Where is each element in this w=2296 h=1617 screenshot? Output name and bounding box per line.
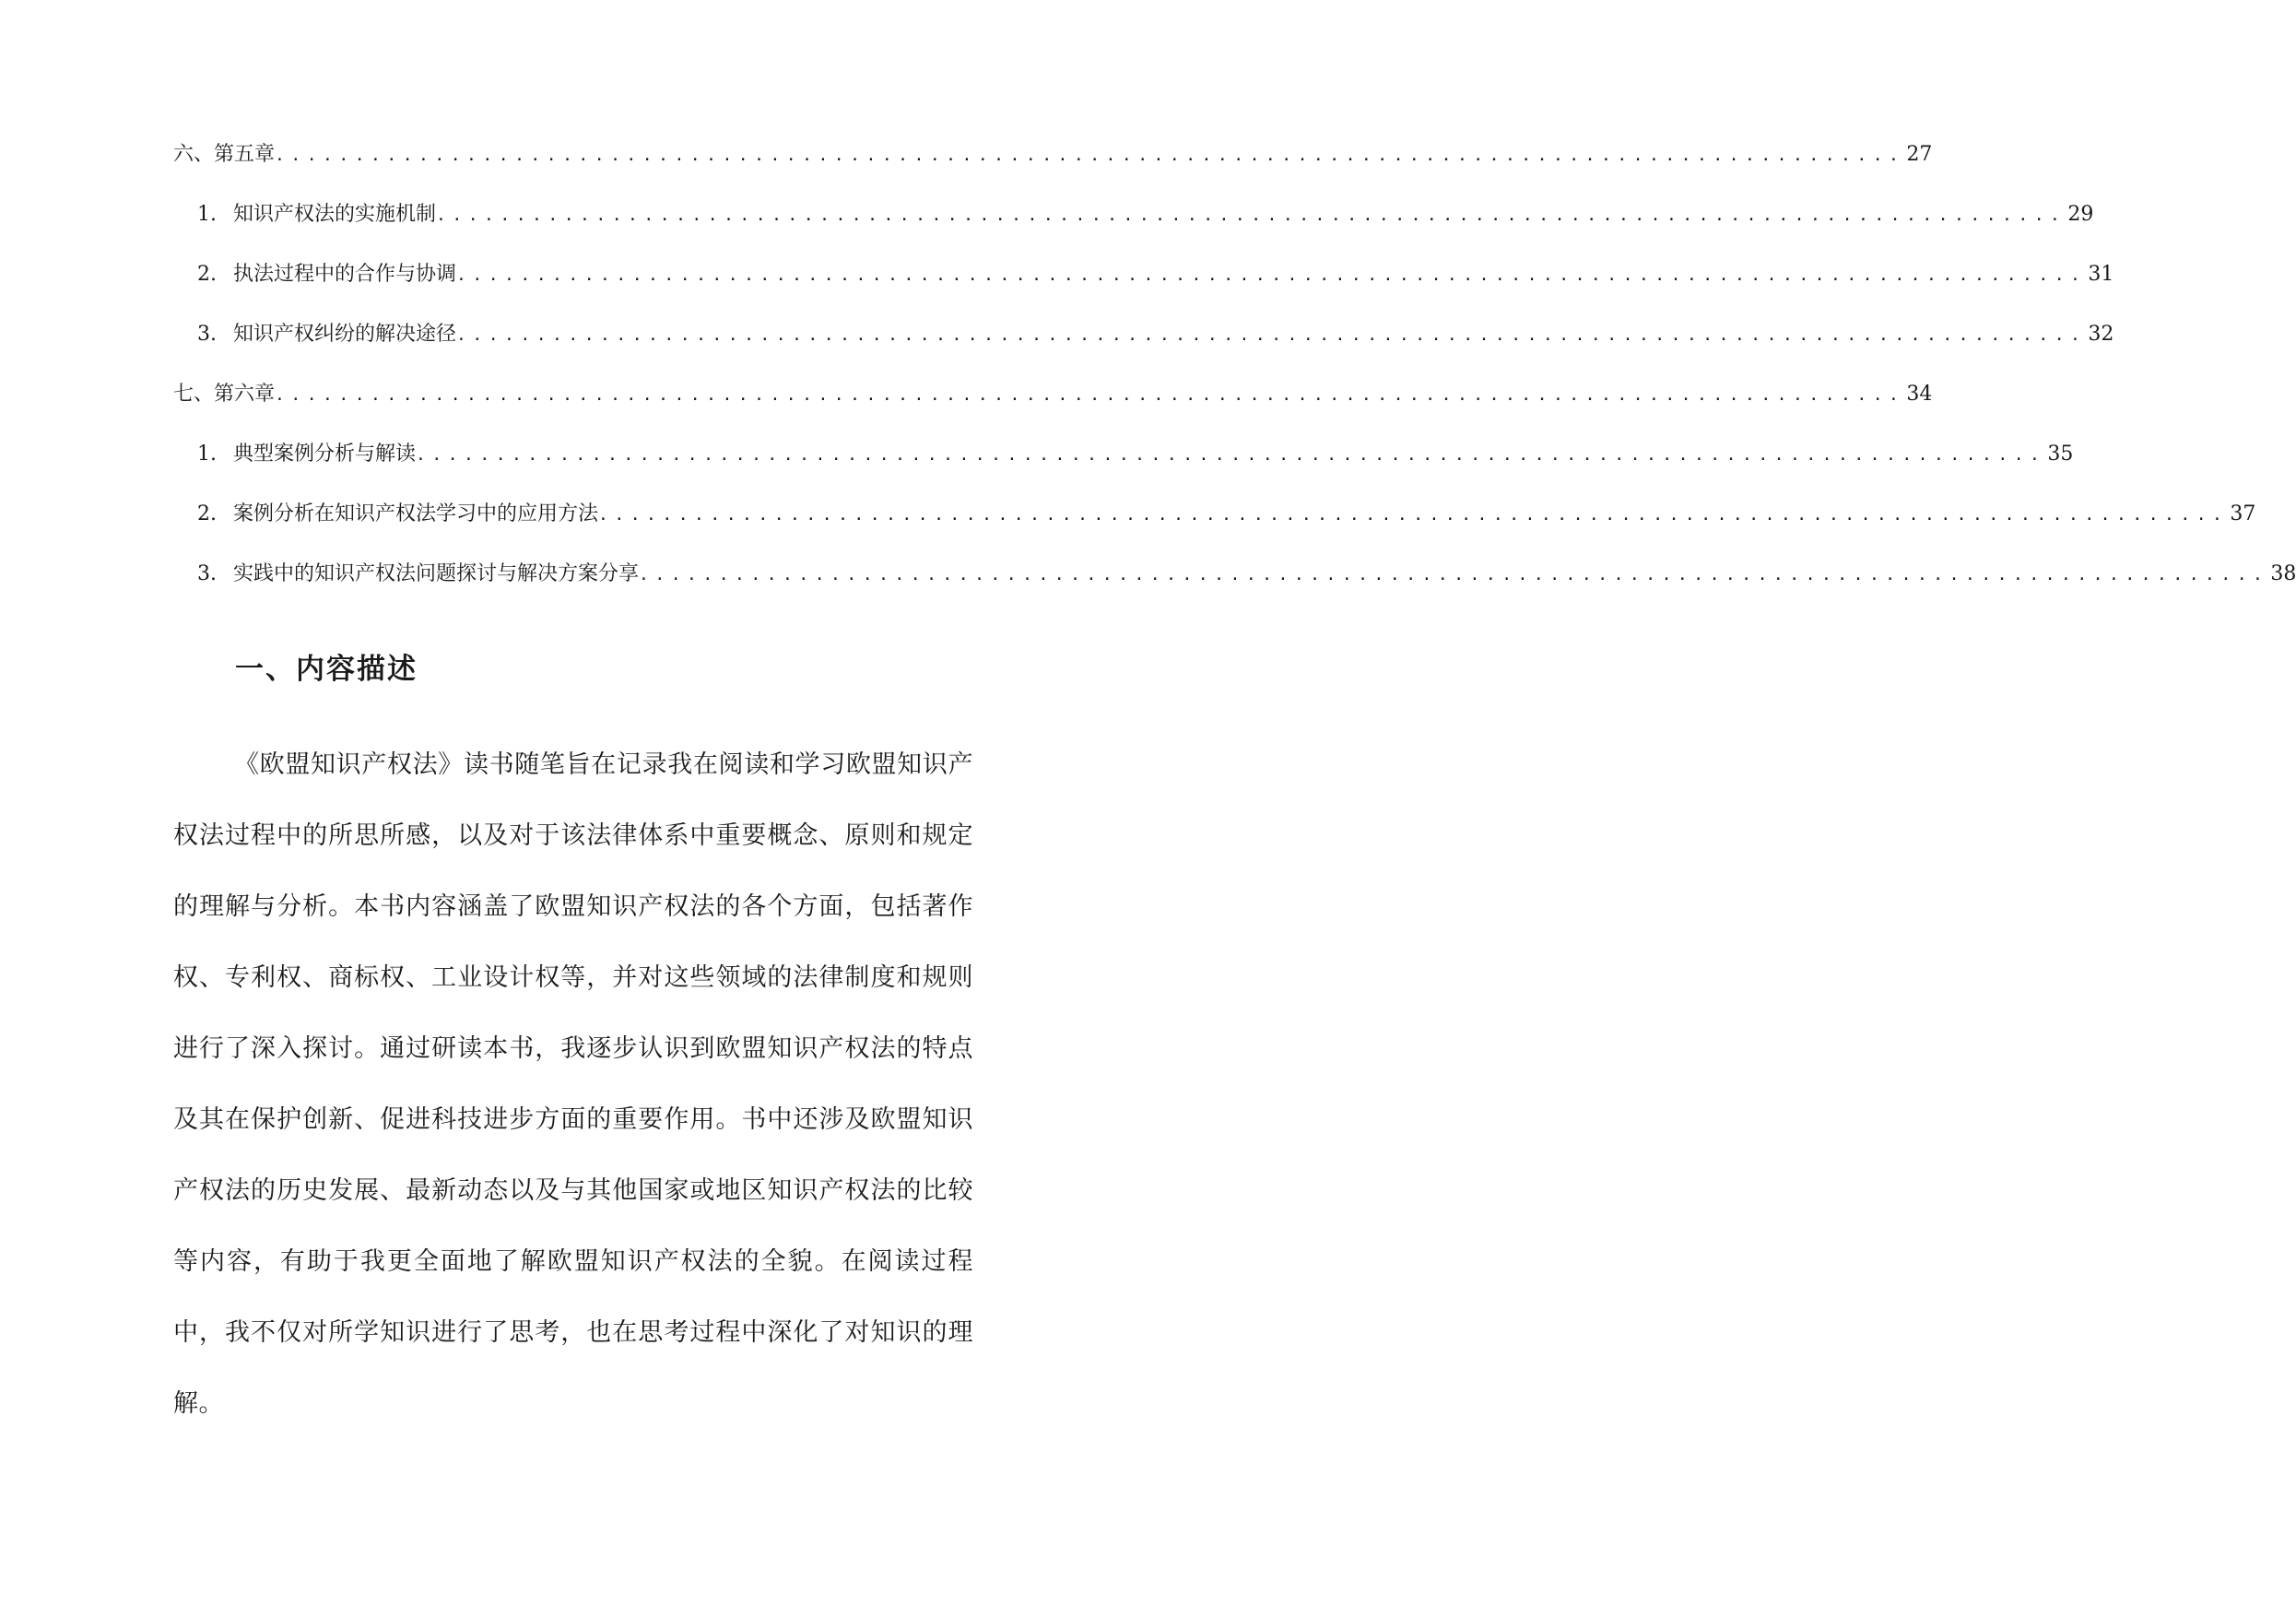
toc-entry[interactable] [173, 436, 2074, 496]
toc-entry[interactable] [173, 376, 1933, 436]
toc-entry-title: 实践中的知识产权法问题探讨与解决方案分享 [233, 562, 640, 585]
toc-entry-title: 典型案例分析与解读 [233, 443, 417, 466]
toc-entry[interactable] [173, 136, 1933, 196]
section-heading: 一、内容描述 [235, 653, 418, 686]
toc-entry-title: 知识产权纠纷的解决途径 [233, 323, 457, 346]
toc-entry-title: 六、第五章 [173, 143, 276, 166]
toc-page-number: 27 [1906, 143, 1933, 166]
toc-entry[interactable] [173, 496, 2256, 556]
toc-page-number: 34 [1906, 383, 1933, 406]
toc-entry[interactable] [173, 256, 2114, 316]
toc-page-number: 35 [2047, 443, 2074, 466]
toc-dot-leader: ...................................................................................................... [275, 146, 1905, 165]
toc-page-number: 31 [2088, 263, 2114, 286]
table-of-contents [173, 136, 2296, 616]
toc-dot-leader: ...................................................................................................... [436, 206, 2066, 225]
toc-dot-leader: ...................................................................................................... [456, 266, 2087, 285]
toc-entry[interactable] [173, 556, 2296, 616]
section-paragraph: 《欧盟知识产权法》读书随笔旨在记录我在阅读和学习欧盟知识产权法过程中的所思所感，以及对于该法律体系中重要概念、原则和规定的理解与分析。本书内容涵盖了欧盟知识产权法的各个方面，包括著作权、专利权、商标权、工业设计权等，并对这些领域的法律制度和规则进行了深入探讨。通过研读本书，我逐步认识到欧盟知识产权法的特点及其在保护创新、促进科技进步方面的重要作用。书中还涉及欧盟知识产权法的历史发展、最新动态以及与其他国家或地区知识产权法的比较等内容，有助于我更全面地了解欧盟知识产权法的全貌。在阅读过程中，我不仅对所学知识进行了思考，也在思考过程中深化了对知识的理解。 [173, 750, 973, 1418]
toc-entry-number: 2. [197, 502, 217, 525]
toc-entry-title: 案例分析在知识产权法学习中的应用方法 [233, 502, 599, 525]
toc-entry-title: 知识产权法的实施机制 [233, 203, 437, 226]
toc-dot-leader: ...................................................................................................... [275, 385, 1905, 405]
toc-dot-leader: ...................................................................................................... [598, 505, 2229, 525]
toc-entry-number: 3. [197, 562, 217, 585]
toc-page-number: 29 [2067, 203, 2094, 226]
toc-entry-number: 1. [197, 443, 217, 466]
toc-entry-number: 2. [197, 263, 217, 286]
toc-dot-leader: ...................................................................................................... [456, 325, 2087, 345]
toc-entry[interactable] [173, 196, 2094, 256]
toc-entry[interactable] [173, 316, 2114, 376]
toc-dot-leader: ...................................................................................................... [416, 445, 2046, 465]
toc-page-number: 37 [2230, 502, 2256, 525]
toc-entry-number: 1. [197, 203, 217, 226]
toc-entry-number: 3. [197, 323, 217, 346]
toc-dot-leader: ...................................................................................................... [639, 565, 2269, 584]
toc-page-number: 32 [2088, 323, 2114, 346]
toc-page-number: 38 [2270, 562, 2296, 585]
toc-entry-title: 七、第六章 [173, 383, 276, 406]
toc-entry-title: 执法过程中的合作与协调 [233, 263, 457, 286]
